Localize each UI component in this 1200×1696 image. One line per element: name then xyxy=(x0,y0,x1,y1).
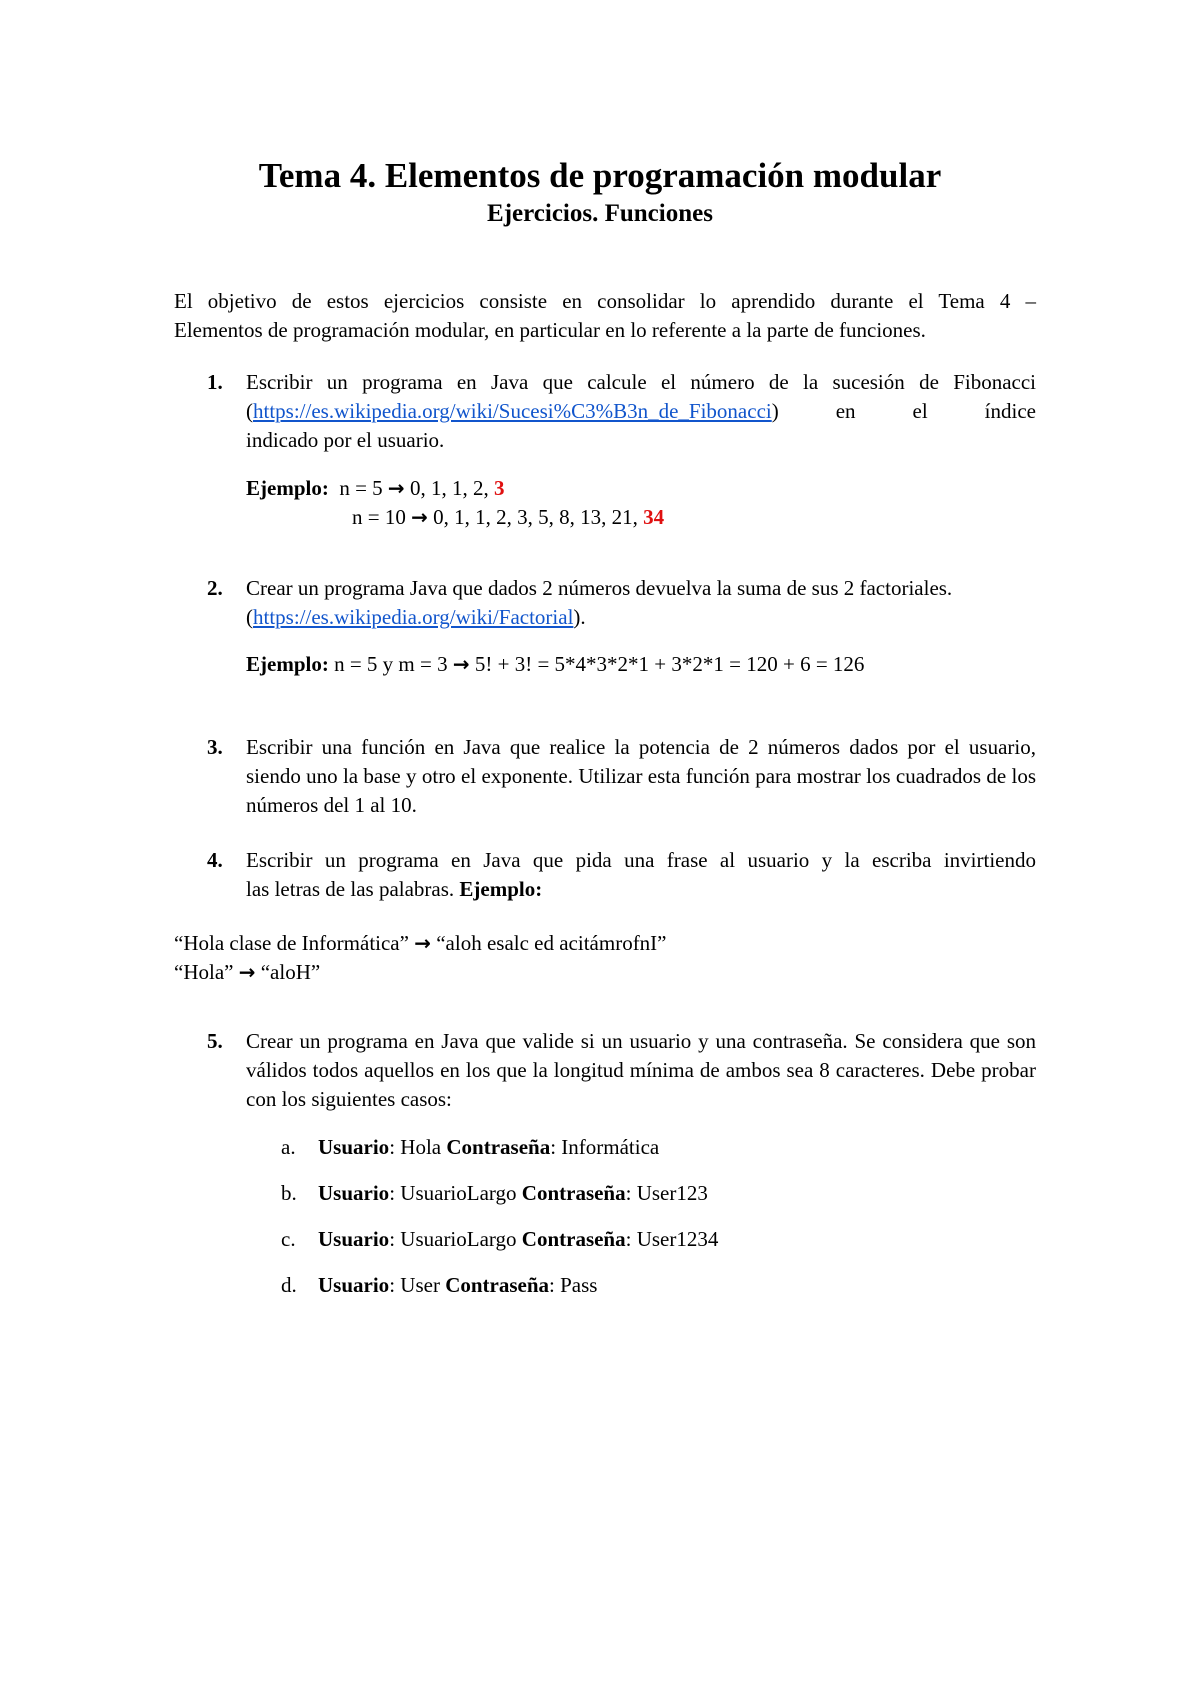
pass-label: Contraseña xyxy=(445,1273,550,1297)
case-d-user: User xyxy=(400,1273,440,1297)
arrow-right-icon: → xyxy=(238,960,256,984)
case-c-letter: c. xyxy=(281,1227,296,1251)
pass-label: Contraseña xyxy=(521,1227,626,1251)
exercise-1-tail-el: el xyxy=(912,399,928,423)
exercise-1-example-2 xyxy=(352,503,664,532)
paren-close: ). xyxy=(573,605,586,629)
factorial-link[interactable]: https://es.wikipedia.org/wiki/Factorial xyxy=(253,605,574,629)
arrow-right-icon: → xyxy=(452,652,470,676)
intro-paragraph xyxy=(174,287,1036,345)
exercise-1-tail-indice: índice xyxy=(984,399,1036,423)
arrow-right-icon: → xyxy=(414,931,431,955)
case-b-letter: b. xyxy=(281,1181,297,1205)
exercise-2-line-1: Crear un programa Java que dados 2 números devuelva la suma de sus 2 factoriales. xyxy=(246,576,953,600)
example-label: Ejemplo: xyxy=(459,877,543,901)
case-a-letter: a. xyxy=(281,1135,296,1159)
case-d: Usuario: User Contraseña: Pass xyxy=(318,1273,598,1297)
case-d-letter: d. xyxy=(281,1273,297,1297)
exercise-1-tail-en: en xyxy=(835,399,856,423)
example-input-1: “Hola clase de Informática” xyxy=(174,931,409,955)
exercise-4-example-1 xyxy=(174,929,667,958)
example-1-prefix: n = 5 xyxy=(339,476,383,500)
exercise-4 xyxy=(246,846,1036,904)
exercise-4-line-2 xyxy=(246,875,1036,904)
example-1-result: 3 xyxy=(493,476,505,500)
exercise-4-line-2-text: las letras de las palabras. xyxy=(246,877,455,901)
exercise-1-number: 1. xyxy=(207,370,223,394)
page-title: Tema 4. Elementos de programación modular xyxy=(258,156,942,195)
exercise-4-number: 4. xyxy=(207,848,223,872)
exercise-1-line-2 xyxy=(246,397,1036,426)
exercise-1-example-1 xyxy=(246,474,504,503)
exercise-1-line-1: Escribir un programa en Java que calcule el número de la sucesión de Fibonacci xyxy=(246,370,1036,394)
example-output-1: “aloh esalc ed acitámrofnI” xyxy=(436,931,667,955)
case-a: Usuario: Hola Contraseña: Informática xyxy=(318,1135,660,1159)
user-label: Usuario xyxy=(318,1227,390,1251)
exercise-5-number: 5. xyxy=(207,1029,223,1053)
pass-label: Contraseña xyxy=(521,1181,626,1205)
pass-label: Contraseña xyxy=(446,1135,551,1159)
user-label: Usuario xyxy=(318,1273,390,1297)
exercise-2-number: 2. xyxy=(207,576,223,600)
example-2-prefix: n = 10 xyxy=(352,505,406,529)
example-2-result: 34 xyxy=(643,505,665,529)
example-label: Ejemplo: xyxy=(246,652,329,676)
exercise-3-number: 3. xyxy=(207,735,223,759)
case-a-pass: Informática xyxy=(561,1135,660,1159)
exercise-4-line-1: Escribir un programa en Java que pida una frase al usuario y la escriba invirtiendo xyxy=(246,848,1036,872)
arrow-right-icon: → xyxy=(387,476,405,500)
exercise-1 xyxy=(246,368,1036,455)
paren-close: ) xyxy=(771,399,779,423)
example-2-sequence: 0, 1, 1, 2, 3, 5, 8, 13, 21, xyxy=(433,505,638,529)
exercise-3-text: Escribir una función en Java que realice la potencia de 2 números dados por el usuario, siendo uno la base y otro el exponente. Utilizar esta función para mostrar los cuadrados de los números del 1 al 10. xyxy=(246,735,1036,817)
case-c-user: UsuarioLargo xyxy=(400,1227,517,1251)
exercise-5-text: Crear un programa en Java que valide si un usuario y una contraseña. Se considera que son válidos todos aquellos en los que la longitud mínima de ambos sea 8 caracteres. Debe probar con los siguientes casos: xyxy=(246,1029,1036,1111)
intro-line-2: Elementos de programación modular, en particular en lo referente a la parte de funciones. xyxy=(174,318,926,342)
example-prefix: n = 5 y m = 3 xyxy=(334,652,448,676)
case-a-user: Hola xyxy=(400,1135,442,1159)
user-label: Usuario xyxy=(318,1135,390,1159)
exercise-1-line-3: indicado por el usuario. xyxy=(246,428,445,452)
example-output-2: “aloH” xyxy=(260,960,321,984)
exercise-1-link-wrap xyxy=(246,397,779,426)
case-b-user: UsuarioLargo xyxy=(400,1181,517,1205)
exercise-4-example-2 xyxy=(174,958,320,987)
exercise-2 xyxy=(246,574,1036,632)
page-subtitle: Ejercicios. Funciones xyxy=(487,200,713,227)
case-b-pass: User123 xyxy=(636,1181,708,1205)
intro-line-1: El objetivo de estos ejercicios consiste en consolidar lo aprendido durante el Tema 4 – xyxy=(174,289,1036,313)
example-1-sequence: 0, 1, 1, 2, xyxy=(409,476,489,500)
example-label: Ejemplo: xyxy=(246,476,329,500)
exercise-2-line-2 xyxy=(246,603,1036,632)
case-d-pass: Pass xyxy=(560,1273,598,1297)
case-b: Usuario: UsuarioLargo Contraseña: User123 xyxy=(318,1181,708,1205)
arrow-right-icon: → xyxy=(411,505,428,529)
paren-open: ( xyxy=(246,399,253,423)
user-label: Usuario xyxy=(318,1181,390,1205)
exercise-2-example xyxy=(246,650,864,679)
fibonacci-link[interactable]: https://es.wikipedia.org/wiki/Sucesi%C3%B3n_de_Fibonacci xyxy=(253,399,772,423)
example-input-2: “Hola” xyxy=(174,960,234,984)
case-c: Usuario: UsuarioLargo Contraseña: User1234 xyxy=(318,1227,719,1251)
example-rest: 5! + 3! = 5*4*3*2*1 + 3*2*1 = 120 + 6 = 126 xyxy=(474,652,865,676)
paren-open: ( xyxy=(246,605,253,629)
case-c-pass: User1234 xyxy=(636,1227,719,1251)
